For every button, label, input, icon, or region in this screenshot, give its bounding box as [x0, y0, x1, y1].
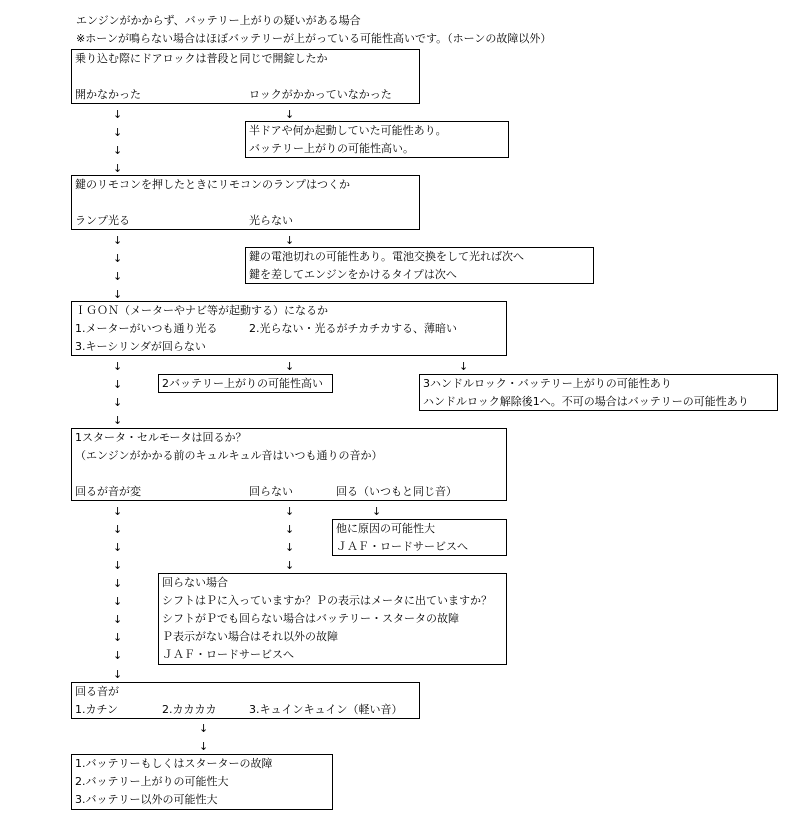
arrow-down-icon: ↓: [113, 541, 123, 554]
door-lock-question: 乗り込む際にドアロックは普段と同じで開錠したか: [75, 52, 328, 65]
arrow-down-icon: ↓: [285, 505, 295, 518]
handle-lock-result-line: 3ハンドルロック・バッテリー上がりの可能性あり: [423, 377, 672, 390]
half-door-result-line: バッテリー上がりの可能性高い。: [249, 142, 414, 155]
sound-question-box: [71, 682, 420, 719]
arrow-down-icon: ↓: [113, 108, 123, 121]
arrow-down-icon: ↓: [113, 396, 123, 409]
ig-on-option-2: 2.光らない・光るがチカチカする、薄暗い: [249, 322, 458, 335]
final-result-line: 2.バッテリー上がりの可能性大: [75, 775, 229, 788]
arrow-down-icon: ↓: [113, 668, 123, 681]
battery-dead-result-box: [158, 374, 333, 393]
arrow-down-icon: ↓: [372, 505, 382, 518]
remote-lamp-question-box: [71, 175, 420, 230]
arrow-down-icon: ↓: [285, 234, 295, 247]
arrow-down-icon: ↓: [113, 414, 123, 427]
no-turn-result-line: シフトはＰに入っていますか？Ｐの表示はメータに出ていますか？: [162, 594, 492, 607]
half-door-result-line: 半ドアや何か起動していた可能性あり。: [249, 124, 447, 137]
starter-question: 1スタータ・セルモータは回るか？: [75, 431, 247, 444]
remote-lamp-answer-lit: ランプ光る: [75, 214, 130, 227]
final-result-box: [71, 754, 333, 810]
other-cause-result-box: [332, 519, 507, 556]
no-turn-result-line: 回らない場合: [162, 576, 228, 589]
arrow-down-icon: ↓: [113, 288, 123, 301]
starter-answer-strange: 回るが音が変: [75, 485, 141, 498]
sound-option-1: 1.カチン: [75, 703, 118, 716]
arrow-down-icon: ↓: [113, 649, 123, 662]
arrow-down-icon: ↓: [113, 631, 123, 644]
arrow-down-icon: ↓: [113, 559, 123, 572]
arrow-down-icon: ↓: [285, 108, 295, 121]
starter-answer-no-turn: 回らない: [249, 485, 293, 498]
arrow-down-icon: ↓: [113, 613, 123, 626]
arrow-down-icon: ↓: [113, 162, 123, 175]
ig-on-question: ＩＧＯＮ（メーターやナビ等が起動する）になるか: [75, 304, 328, 317]
no-turn-result-line: シフトがＰでも回らない場合はバッテリー・スタータの故障: [162, 612, 459, 625]
arrow-down-icon: ↓: [285, 559, 295, 572]
ig-on-option-1: 1.メーターがいつも通り光る: [75, 322, 218, 335]
remote-lamp-answer-unlit: 光らない: [249, 214, 293, 227]
remote-lamp-question: 鍵のリモコンを押したときにリモコンのランプはつくか: [75, 178, 350, 191]
door-lock-question-box: [71, 49, 420, 104]
arrow-down-icon: ↓: [113, 144, 123, 157]
arrow-down-icon: ↓: [285, 523, 295, 536]
arrow-down-icon: ↓: [285, 541, 295, 554]
sound-option-2: 2.カカカカ: [162, 703, 217, 716]
battery-key-result-line: 鍵を差してエンジンをかけるタイプは次へ: [249, 268, 457, 281]
final-result-line: 3.バッテリー以外の可能性大: [75, 793, 218, 806]
arrow-down-icon: ↓: [113, 252, 123, 265]
arrow-down-icon: ↓: [113, 126, 123, 139]
other-cause-result-line: 他に原因の可能性大: [336, 522, 435, 535]
starter-answer-normal: 回る（いつもと同じ音）: [336, 485, 457, 498]
door-lock-answer-unlocked: ロックがかかっていなかった: [249, 88, 392, 101]
no-turn-result-box: [158, 573, 507, 665]
battery-dead-result: 2バッテリー上がりの可能性高い: [162, 377, 323, 390]
arrow-down-icon: ↓: [459, 360, 469, 373]
no-turn-result-line: ＪＡＦ・ロードサービスへ: [162, 648, 294, 661]
arrow-down-icon: ↓: [113, 595, 123, 608]
other-cause-result-line: ＪＡＦ・ロードサービスへ: [336, 540, 468, 553]
ig-on-question-box: [71, 301, 507, 356]
ig-on-option-3: 3.キーシリンダが回らない: [75, 340, 206, 353]
horn-note: ※ホーンが鳴らない場合はほぼバッテリーが上がっている可能性高いです。（ホーンの故障以外）: [76, 32, 552, 45]
arrow-down-icon: ↓: [113, 270, 123, 283]
sound-option-3: 3.キュインキュイン（軽い音）: [249, 703, 403, 716]
starter-question-box: [71, 428, 507, 501]
starter-question-sub: （エンジンがかかる前のキュルキュル音はいつも通りの音か）: [75, 449, 383, 462]
arrow-down-icon: ↓: [113, 234, 123, 247]
arrow-down-icon: ↓: [113, 378, 123, 391]
arrow-down-icon: ↓: [199, 722, 209, 735]
handle-lock-result-box: [419, 374, 778, 411]
arrow-down-icon: ↓: [113, 360, 123, 373]
arrow-down-icon: ↓: [113, 523, 123, 536]
no-turn-result-line: Ｐ表示がない場合はそれ以外の故障: [162, 630, 338, 643]
door-lock-answer-not-opened: 開かなかった: [75, 88, 141, 101]
sound-question: 回る音が: [75, 685, 119, 698]
battery-key-result-line: 鍵の電池切れの可能性あり。電池交換をして光れば次へ: [249, 250, 524, 263]
battery-key-result-box: [245, 247, 594, 284]
arrow-down-icon: ↓: [199, 740, 209, 753]
arrow-down-icon: ↓: [113, 505, 123, 518]
arrow-down-icon: ↓: [285, 360, 295, 373]
arrow-down-icon: ↓: [113, 577, 123, 590]
page-title: エンジンがかからず、バッテリー上がりの疑いがある場合: [76, 14, 361, 27]
final-result-line: 1.バッテリーもしくはスターターの故障: [75, 757, 273, 770]
handle-lock-result-line: ハンドルロック解除後1へ。不可の場合はバッテリーの可能性あり: [423, 395, 749, 408]
half-door-result-box: [245, 121, 509, 158]
